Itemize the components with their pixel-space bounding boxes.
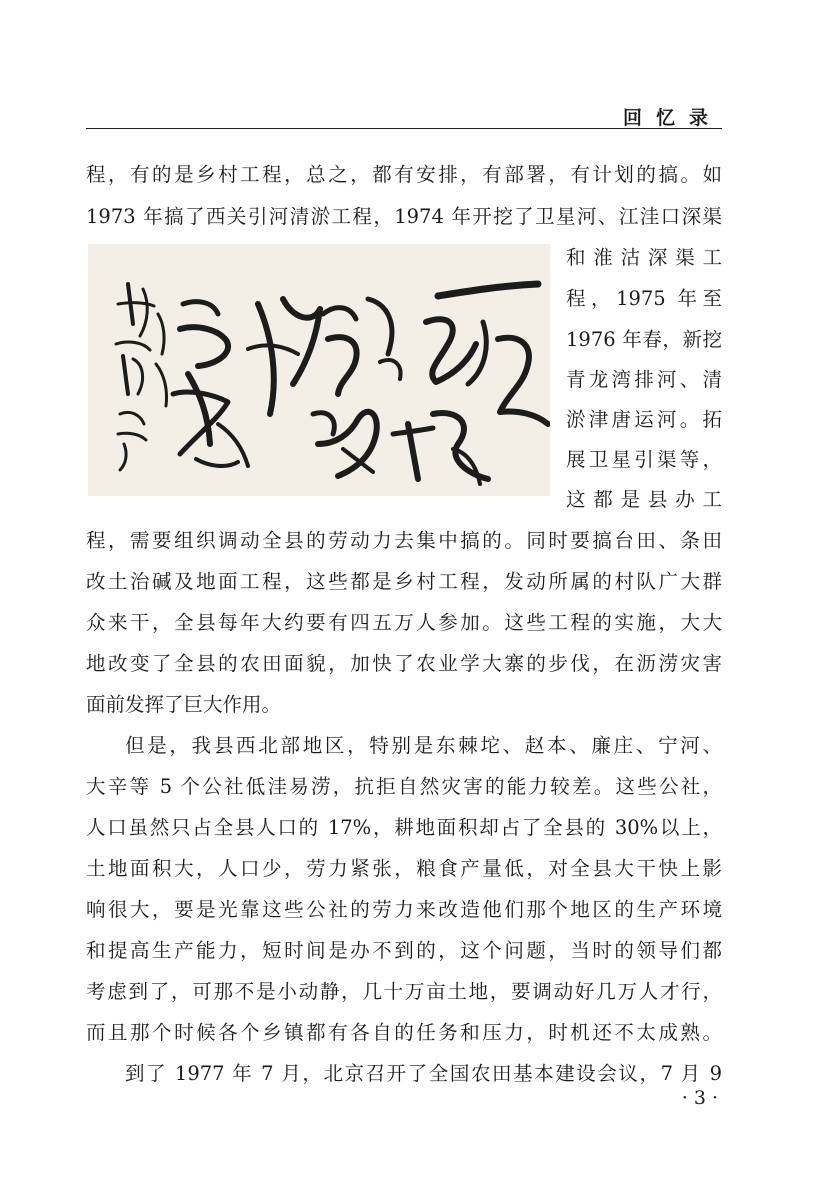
text-line: 响很大，要是光靠这些公社的劳力来改造他们那个地区的生产环境 <box>86 898 722 921</box>
text-line: 和提高生产能力，短时间是办不到的，这个问题，当时的领导们都 <box>86 939 722 962</box>
calligraphy-strokes <box>88 244 550 496</box>
text-line: 面前发挥了巨大作用。 <box>86 693 282 716</box>
text-line: 展卫星引渠等， <box>566 448 722 471</box>
text-line: 土地面积大，人口少，劳力紧张，粮食产量低，对全县大干快上影 <box>86 857 722 880</box>
text-line: 淤津唐运河。拓 <box>566 408 722 431</box>
text-line: 改土治碱及地面工程，这些都是乡村工程，发动所属的村队广大群 <box>86 570 722 593</box>
text-line: 1976 年春，新挖 <box>566 328 722 351</box>
running-header: 回忆录 <box>622 107 722 129</box>
calligraphy-image <box>88 244 550 496</box>
text-line: 地改变了全县的农田面貌，加快了农业学大寨的步伐，在沥涝灾害 <box>86 652 722 675</box>
text-line: 众来干，全县每年大约要有四五万人参加。这些工程的实施，大大 <box>86 611 722 634</box>
text-line: 程，1975 年至 <box>566 287 722 310</box>
text-line: 但是，我县西北部地区，特别是东棘坨、赵本、廉庄、宁河、 <box>125 734 722 757</box>
text-line: 青龙湾排河、清 <box>566 368 722 391</box>
text-line: 大辛等 5 个公社低洼易涝，抗拒自然灾害的能力较差。这些公社， <box>86 775 722 798</box>
text-line: 程，需要组织调动全县的劳动力去集中搞的。同时要搞台田、条田 <box>86 529 722 552</box>
text-line: 到了 1977 年 7 月，北京召开了全国农田基本建设会议，7 月 9 <box>125 1062 722 1085</box>
text-line: 人口虽然只占全县人口的 17%，耕地面积却占了全县的 30%以上， <box>86 816 722 839</box>
page-number: · 3 · <box>681 1087 718 1109</box>
text-line: 1973 年搞了西关引河清淤工程，1974 年开挖了卫星河、江洼口深渠 <box>86 205 722 228</box>
text-line: 考虑到了，可那不是小动静，几十万亩土地，要调动好几万人才行， <box>86 980 722 1003</box>
header-rule <box>86 128 722 129</box>
text-line: 和淮沽深渠工 <box>566 246 722 269</box>
text-line: 而且那个时候各个乡镇都有各自的任务和压力，时机还不太成熟。 <box>86 1021 722 1044</box>
text-line: 这都是县办工 <box>566 488 722 511</box>
text-line: 程，有的是乡村工程，总之，都有安排，有部署，有计划的搞。如 <box>86 163 722 186</box>
